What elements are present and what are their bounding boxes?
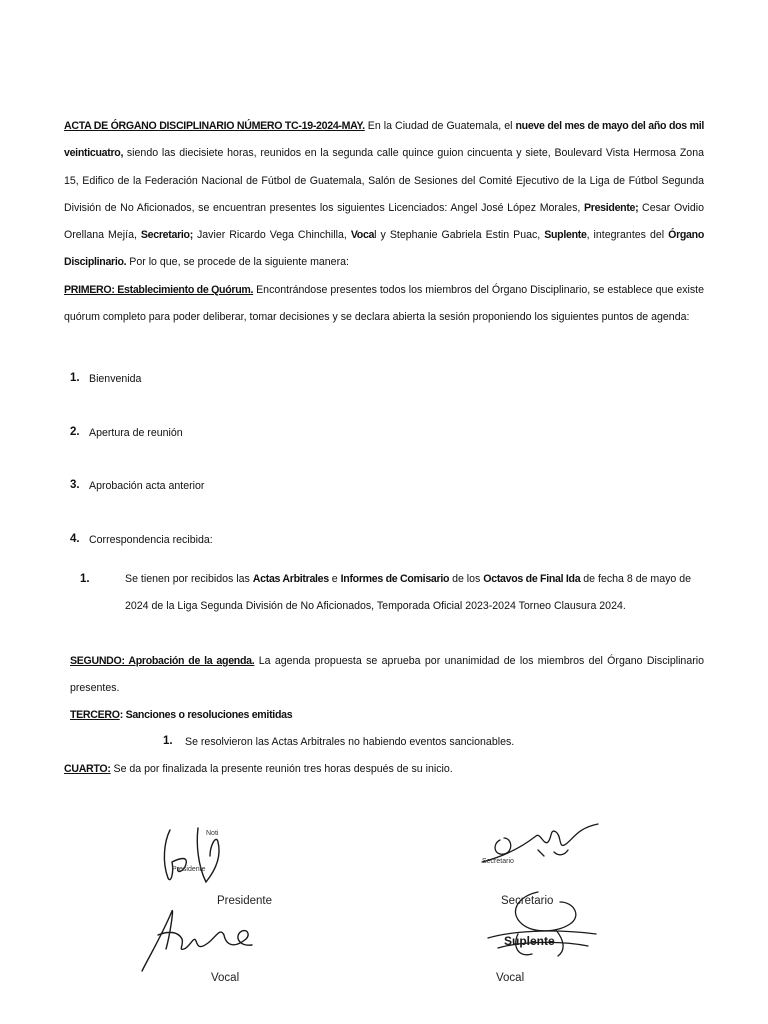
signature-scribble-icon [478,888,603,963]
primero-text: Encontrándose presentes todos los miembros del Órgano Disciplinario, se establece que existe quórum completo para poder deliberar, tomar decisiones y se declara abierta la sesión proponiendo los siguientes puntos de agenda: [64,283,704,324]
subitem-text-part: de los [449,573,484,585]
role-suplente: Suplente [544,229,587,242]
intro-text: Cesar Ovidio Orellana Mejía, [64,201,704,242]
vocal-left-signature [138,905,258,977]
cuarto-title: CUARTO: [64,763,111,775]
actas-arbitrales: Actas Arbitrales [252,573,329,585]
label-presidente: Presidente [217,895,272,907]
agenda-number: 2. [70,426,80,438]
stamp-text: Suplente [504,934,555,948]
stamp-text: Presidente [172,866,206,873]
secretario-signature [478,822,603,872]
label-secretario: Secretario [501,895,554,907]
role-vocal: Voca [350,229,375,242]
intro-text: Javier Ricardo Vega Chinchilla, [192,229,351,242]
signature-scribble-icon [138,905,258,977]
intro-text: En la Ciudad de Guatemala, el [364,120,516,132]
tercero-paragraph [70,702,704,729]
cuarto-text: Se da por finalizada la presente reunión tres horas después de su inicio. [110,763,453,775]
suplente-signature [478,888,603,963]
intro-text: l y Stephanie Gabriela Estin Puac, [374,229,545,242]
intro-text: Por lo que, se procede de la siguiente manera: [126,256,349,269]
label-vocal-left: Vocal [211,972,240,984]
subitem-number: 1. [80,573,90,585]
agenda-label: Bienvenida [89,373,142,385]
role-presidente: Presidente; [583,201,639,214]
organo-disciplinario: Órgano Disciplinario. [64,229,704,269]
stamp-text: Secretario [482,858,514,865]
octavos-final-ida: Octavos de Final Ida [483,573,581,585]
acta-title: ACTA DE ÓRGANO DISCIPLINARIO NÚMERO TC-19-2024-MAY. [64,120,365,132]
primero-title: PRIMERO: Establecimiento de Quórum. [64,283,254,296]
stamp-text: Noti [206,830,219,837]
role-secretario: Secretario; [140,229,193,242]
signature-scribble-icon [158,822,238,892]
cuarto-paragraph [64,756,704,783]
intro-paragraph [64,113,704,331]
agenda-label: Apertura de reunión [89,427,183,439]
agenda-number: 1. [70,372,80,384]
subitem-text [125,566,700,620]
intro-text: siendo las diecisiete horas, reunidos en la segunda calle quince guion cincuenta y siete, Boulevard Vista Hermosa Zona 15, Edifico de la Federación Nacional de Fútbol de Guatemala, Salón de Sesiones del Comité Ejecutivo de la Liga de Fútbol Segunda División de No Aficionados, se encuentran presentes los siguientes Licenciados: Angel José López Morales, [64,147,704,214]
intro-text: , integrantes del [586,229,669,242]
tercero-title: TERCERO [70,709,120,721]
tercero-rest: : Sanciones o resoluciones emitidas [119,709,293,721]
agenda-label: Correspondencia recibida: [89,534,213,546]
agenda-number: 3. [70,479,80,491]
presidente-signature [158,822,238,892]
segundo-paragraph [70,648,704,702]
subitem-text-part: e [328,573,341,585]
agenda-label: Aprobación acta anterior [89,480,205,492]
label-vocal-right: Vocal [496,972,525,984]
subitem-text-part: Se tienen por recibidos las [125,573,253,585]
subitem-text-part: de fecha 8 de mayo de 2024 de la Liga Segunda División de No Aficionados, Temporada Oficial 2023-2024 Torneo Clausura 2024. [125,573,692,612]
tercero-item-text: Se resolvieron las Actas Arbitrales no habiendo eventos sancionables. [185,736,515,748]
agenda-number: 4. [70,533,80,545]
informes-comisario: Informes de Comisario [340,573,450,585]
tercero-item-number: 1. [163,735,173,747]
intro-date: nueve del mes de mayo del año dos mil veinticuatro, [64,120,705,160]
segundo-text: La agenda propuesta se aprueba por unanimidad de los miembros del Órgano Disciplinario presentes. [70,655,704,694]
segundo-title: SEGUNDO: Aprobación de la agenda. [70,655,255,667]
